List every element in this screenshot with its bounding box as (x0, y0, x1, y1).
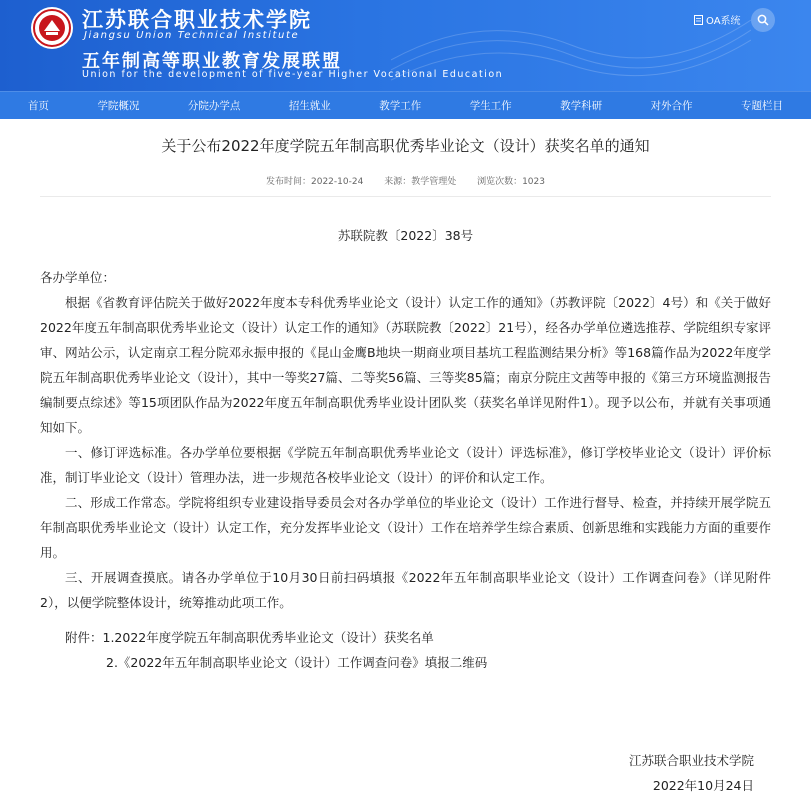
nav-item-admissions[interactable]: 招生就业 (288, 100, 331, 112)
source: 来源：教学管理处 (384, 177, 457, 187)
article-body (40, 265, 771, 675)
school-name-cn: 江苏联合职业技术学院 (82, 7, 312, 32)
alliance-name-en: Union for the development of five-year Higher Vocational Education (82, 69, 504, 80)
paragraph: 一、修订评选标准。各办学单位要根据《学院五年制高职优秀毕业论文（设计）评选标准》，修订学校毕业论文（设计）评价标准，制订毕业论文（设计）管理办法，进一步规范各校毕业论文（设计）的评价和认定工作。 (40, 445, 771, 485)
nav-item-branches[interactable]: 分院办学点 (187, 100, 241, 112)
attachment-2: 2.《2022年五年制高职毕业论文（设计）工作调查问卷》填报二维码 (106, 655, 488, 670)
site-header (0, 0, 811, 91)
oa-system-label: OA系统 (706, 16, 741, 27)
school-name-en: Jiangsu Union Technical Institute (84, 30, 300, 41)
view-count: 浏览次数：1023 (477, 177, 545, 187)
main-nav (0, 91, 811, 119)
school-logo-icon[interactable] (30, 6, 74, 50)
alliance-name-cn: 五年制高等职业教育发展联盟 (82, 51, 342, 72)
signature-org: 江苏联合职业技术学院 (628, 753, 754, 768)
nav-item-students[interactable]: 学生工作 (469, 100, 512, 112)
signature-date: 2022年10月24日 (652, 778, 754, 793)
nav-item-about[interactable]: 学院概况 (97, 100, 140, 112)
nav-item-teaching[interactable]: 教学工作 (379, 100, 422, 112)
nav-item-home[interactable]: 首页 (28, 100, 49, 112)
nav-item-cooperation[interactable]: 对外合作 (650, 100, 693, 112)
nav-item-topics[interactable]: 专题栏目 (741, 100, 783, 112)
article-meta (0, 174, 811, 187)
document-icon (694, 15, 703, 25)
article-title: 关于公布2022年度学院五年制高职优秀毕业论文（设计）获奖名单的通知 (161, 137, 650, 155)
salutation: 各办学单位： (40, 270, 116, 285)
search-icon (757, 14, 769, 26)
document-number: 苏联院教〔2022〕38号 (337, 228, 474, 243)
paragraph: 三、开展调查摸底。请各办学单位于10月30日前扫码填报《2022年五年制高职毕业论文（设计）工作调查问卷》（详见附件2），以便学院整体设计，统筹推动此项工作。 (40, 570, 771, 610)
search-button[interactable] (751, 8, 775, 32)
oa-system-link[interactable] (694, 12, 741, 27)
nav-item-research[interactable]: 教学科研 (560, 100, 603, 112)
paragraph: 根据《省教育评估院关于做好2022年度本专科优秀毕业论文（设计）认定工作的通知》（苏教评院〔2022〕4号）和《关于做好2022年度五年制高职优秀毕业论文（设计）认定工作的通知》（苏联院教〔2022〕21号），经各办学单位遴选推荐、学院组织专家评审、网站公示，认定南京工程分院邓永振申报的《昆山金鹰B地块一期商业项目基坑工程监测结果分析》等168篇作品为2022年度学院五年制高职优秀毕业论文（设计），其中一等奖27篇、二等奖56篇、三等奖85篇；南京分院庄文茜等申报的《第三方环境监测报告编制要点综述》等15项团队作品为2022年度五年制高职优秀毕业设计团队奖（获奖名单详见附件1）。现予以公布，并就有关事项通知如下。 (40, 295, 771, 435)
paragraph: 二、形成工作常态。学院将组织专业建设指导委员会对各办学单位的毕业论文（设计）工作进行督导、检查，并持续开展学院五年制高职优秀毕业论文（设计）认定工作，充分发挥毕业论文（设计）工作在培养学生综合素质、创新思维和实践能力方面的重要作用。 (40, 495, 771, 560)
publish-time: 发布时间：2022-10-24 (266, 177, 364, 187)
attachment-1: 附件：1.2022年度学院五年制高职优秀毕业论文（设计）获奖名单 (65, 630, 434, 645)
signature (629, 748, 754, 798)
divider (40, 196, 771, 197)
